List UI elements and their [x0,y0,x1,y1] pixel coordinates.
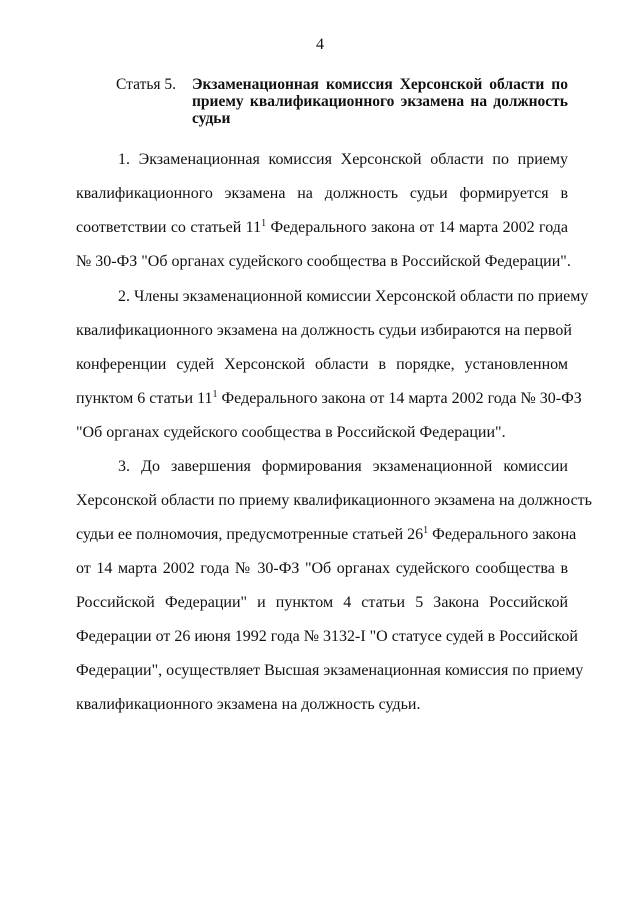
article-label: Статья 5. [116,76,177,93]
article-title-line: Экзаменационная комиссия Херсонской области по [192,76,568,93]
text-line [76,688,568,722]
text-line [76,348,568,382]
paragraph-3 [76,450,592,722]
text-line [76,211,568,245]
superscript: 1 [423,525,429,536]
article-title-line: приему квалификационного экзамена на должность [192,93,568,110]
article-title [192,76,568,127]
text-segment: квалификационного экзамена на должность судьи избираются на первой [76,322,572,339]
text-segment: соответствии со статьей 11 [76,219,262,236]
text-line [76,620,578,654]
text-line [76,450,568,484]
text-line [76,382,582,416]
text-segment: Федерации", осуществляет Высшая экзаменационная комиссия по приему [76,662,584,679]
text-segment: от 14 марта 2002 года № 30-ФЗ "Об органах судейского сообщества в [76,560,568,577]
text-segment: Федерального закона от 14 марта 2002 года [266,219,568,236]
text-segment: Российской Федерации" и пунктом 4 статьи 5 Закона Российской [76,594,568,611]
text-line [76,143,568,177]
text-segment: квалификационного экзамена на должность судьи. [76,696,421,713]
text-line [76,280,589,314]
text-line [76,484,592,518]
text-segment: пунктом 6 статьи 11 [76,390,213,407]
page-number: 4 [316,36,324,53]
text-line [76,586,568,620]
text-segment: Федерального закона [428,526,577,543]
text-segment: 3. До завершения формирования экзаменационной комиссии [118,458,568,475]
text-segment: "Об органах судейского сообщества в Российской Федерации". [76,424,506,441]
paragraph-1 [76,143,571,279]
text-line [76,552,568,586]
text-segment: № 30-ФЗ "Об органах судейского сообщества в Российской Федерации". [76,253,571,270]
text-line [76,245,571,279]
article-title-line: судьи [192,110,231,127]
text-segment: 2. Члены экзаменационной комиссии Херсонской области по приему [118,288,589,305]
text-segment: конференции судей Херсонской области в порядке, установленном [76,356,568,373]
paragraph-2 [76,280,589,450]
superscript: 1 [212,389,218,400]
text-segment: судьи ее полномочия, предусмотренные статьей 26 [76,526,424,543]
text-line [76,654,584,688]
text-line [76,314,572,348]
text-segment: 1. Экзаменационная комиссия Херсонской области по приему [118,151,568,168]
text-segment: Федерации от 26 июня 1992 года № 3132-I "О статусе судей в Российской [76,628,578,645]
superscript: 1 [261,218,267,229]
text-segment: Федерального закона от 14 марта 2002 года № 30-ФЗ [217,390,582,407]
text-line [76,177,568,211]
text-segment: квалификационного экзамена на должность судьи формируется в [76,185,568,202]
text-segment: Херсонской области по приему квалификационного экзамена на должность [76,492,592,509]
text-line [76,416,568,450]
text-line [76,518,577,552]
